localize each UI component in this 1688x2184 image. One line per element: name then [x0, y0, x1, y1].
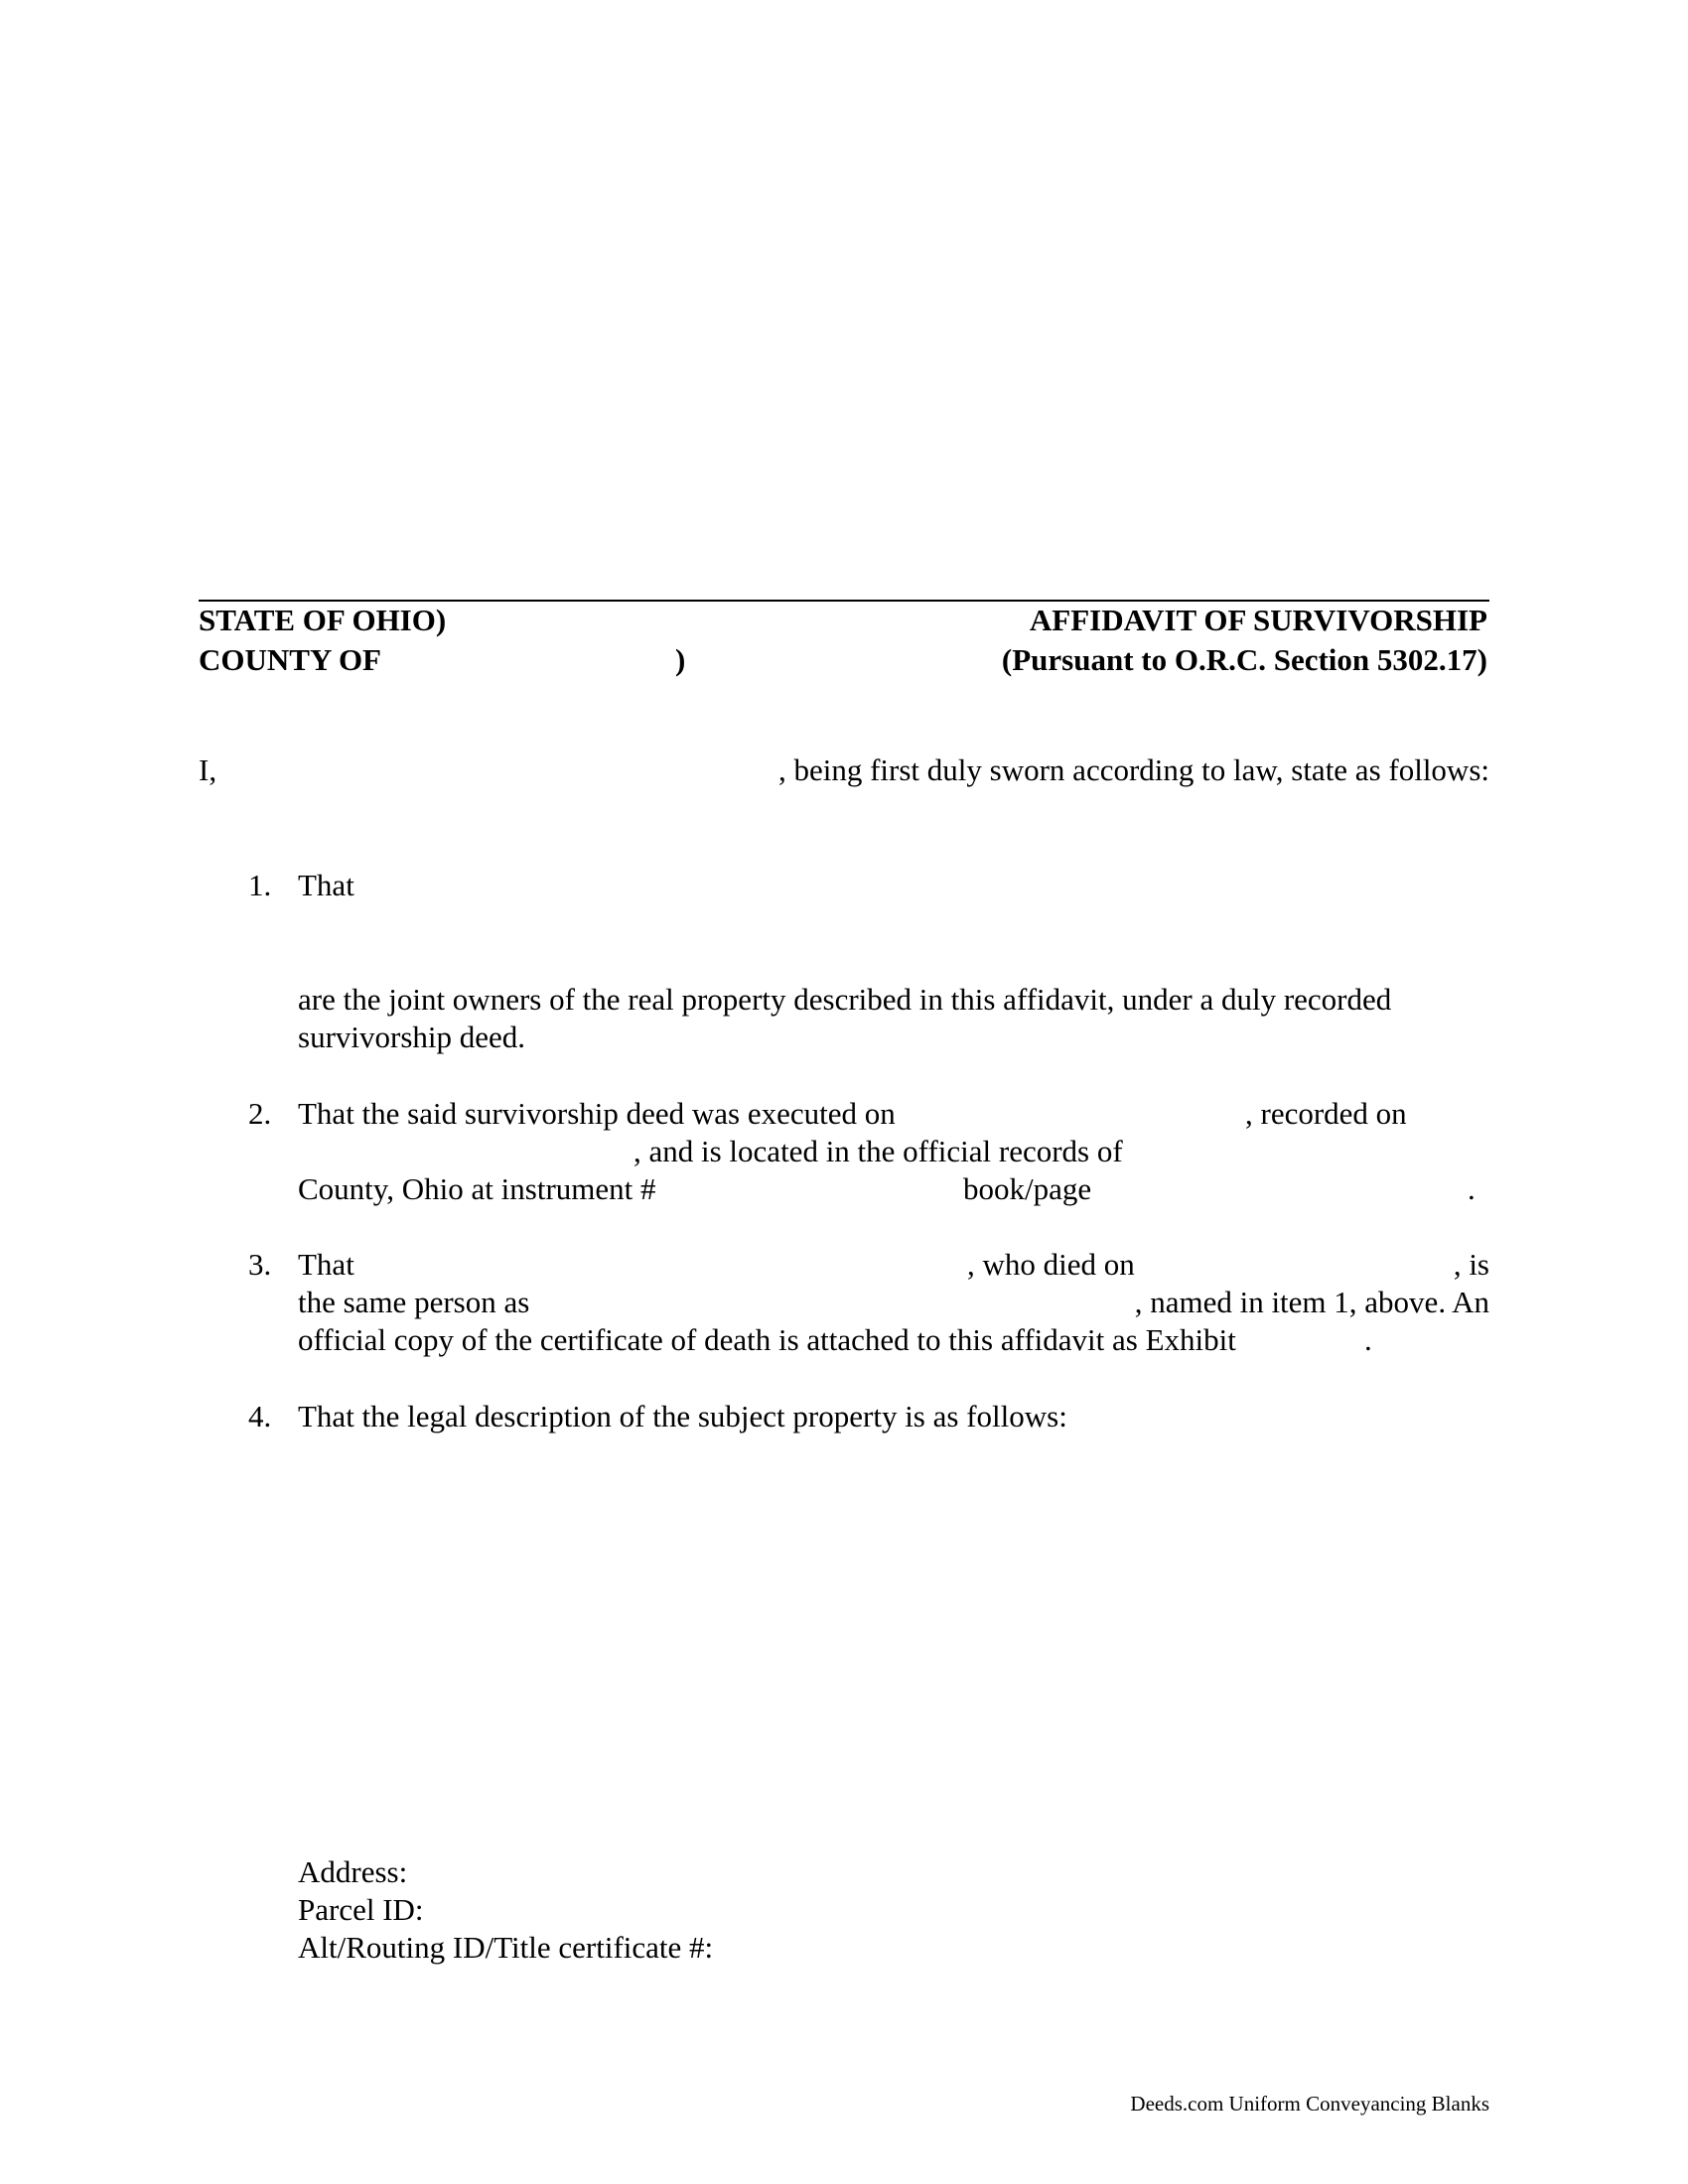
item3-period: .: [1364, 1322, 1372, 1357]
item2-county-ohio: County, Ohio at instrument #: [298, 1171, 656, 1206]
address-label: Address:: [298, 1854, 408, 1889]
item1-line1: are the joint owners of the real property described in this affidavit, under a duly recorded: [298, 982, 1392, 1017]
item2-recorded-on: , recorded on: [1245, 1096, 1407, 1131]
footer-text: Deeds.com Uniform Conveyancing Blanks: [1130, 2092, 1489, 2116]
item1-line2: survivorship deed.: [298, 1020, 526, 1054]
affidavit-subtitle: (Pursuant to O.R.C. Section 5302.17): [1001, 642, 1487, 677]
item3-named-in-item1: , named in item 1, above. An: [1134, 1285, 1489, 1319]
intro-prefix: I,: [199, 752, 217, 787]
item1-number: 1.: [248, 868, 272, 902]
item3-is: , is: [1453, 1247, 1489, 1282]
item1-that: That: [298, 868, 354, 902]
item3-certificate-line: official copy of the certificate of death is attached to this affidavit as Exhibit: [298, 1322, 1236, 1357]
county-paren: ): [675, 642, 686, 677]
item4-legal-description: That the legal description of the subject property is as follows:: [298, 1399, 1067, 1433]
item3-same-person: the same person as: [298, 1285, 530, 1319]
affidavit-title: AFFIDAVIT OF SURVIVORSHIP: [1029, 603, 1487, 637]
item3-number: 3.: [248, 1247, 272, 1282]
item2-executed-on: That the said survivorship deed was executed on: [298, 1096, 896, 1131]
item2-book-page: book/page: [963, 1171, 1092, 1206]
intro-suffix: , being first duly sworn according to law, state as follows:: [777, 752, 1489, 787]
item2-located-in: , and is located in the official records of: [633, 1134, 1123, 1168]
item3-who-died-on: , who died on: [967, 1247, 1135, 1282]
item4-number: 4.: [248, 1399, 272, 1433]
state-label: STATE OF OHIO): [199, 603, 447, 637]
item2-number: 2.: [248, 1096, 272, 1131]
parcel-id-label: Parcel ID:: [298, 1892, 424, 1927]
alt-routing-id-label: Alt/Routing ID/Title certificate #:: [298, 1930, 714, 1965]
item3-that: That: [298, 1247, 354, 1282]
item2-period: .: [1468, 1171, 1476, 1206]
county-label: COUNTY OF: [199, 642, 381, 677]
